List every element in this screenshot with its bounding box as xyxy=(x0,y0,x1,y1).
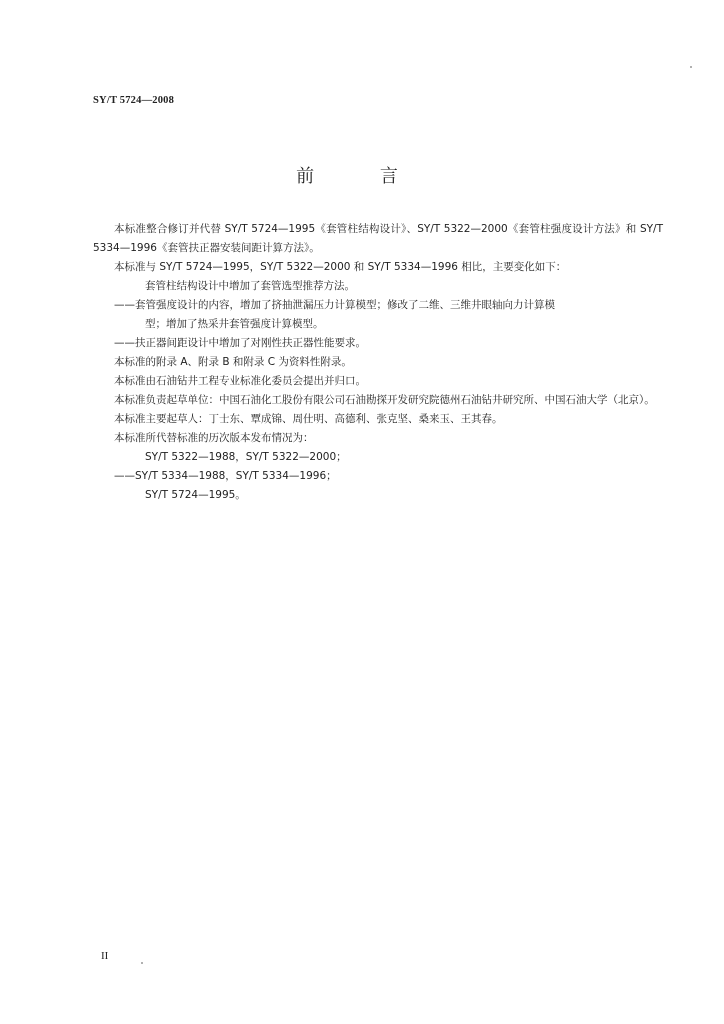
scan-speck xyxy=(690,66,692,68)
history-item-5322: SY/T 5322—1988，SY/T 5322—2000； xyxy=(145,451,347,463)
paragraph-proposer: 本标准由石油钻井工程专业标准化委员会提出并归口。 xyxy=(114,375,366,387)
change-item-centralizer: ——扶正器间距设计中增加了对刚性扶正器性能要求。 xyxy=(114,337,366,349)
paragraph-drafting-unit: 本标准负责起草单位：中国石油化工股份有限公司石油勘探开发研究院德州石油钻井研究所、中国石油大学（北京）。 xyxy=(114,394,655,406)
paragraph-drafters: 本标准主要起草人：丁士东、覃成锦、周仕明、高德利、张克坚、桑来玉、王其春。 xyxy=(114,413,503,425)
change-item-structure: 套管柱结构设计中增加了套管选型推荐方法。 xyxy=(145,280,355,292)
scan-speck xyxy=(141,962,143,964)
page-number: II xyxy=(101,950,109,962)
history-item-5334: ——SY/T 5334—1988，SY/T 5334—1996； xyxy=(114,470,337,482)
page-title: 前 言 xyxy=(296,166,428,187)
change-item-strength-cont: 型；增加了热采井套管强度计算模型。 xyxy=(145,318,324,330)
change-item-strength: ——套管强度设计的内容，增加了挤抽泄漏压力计算模型；修改了二维、三维井眼轴向力计算模 xyxy=(114,299,555,311)
paragraph-replacement: 本标准整合修订并代替 SY/T 5724—1995《套管柱结构设计》、SY/T 5322—2000《套管柱强度设计方法》和 SY/T 5334—1996《套管扶正器安装间距计算方法》。 xyxy=(93,223,663,254)
paragraph-comparison: 本标准与 SY/T 5724—1995，SY/T 5322—2000 和 SY/T 5334—1996 相比，主要变化如下： xyxy=(114,261,567,273)
paragraph-appendix: 本标准的附录 A、附录 B 和附录 C 为资料性附录。 xyxy=(114,356,352,368)
standard-code-header: SY/T 5724—2008 xyxy=(93,95,175,106)
preface-body xyxy=(93,220,663,505)
paragraph-history-intro: 本标准所代替标准的历次版本发布情况为： xyxy=(114,432,314,444)
history-item-5724: SY/T 5724—1995。 xyxy=(145,489,246,501)
